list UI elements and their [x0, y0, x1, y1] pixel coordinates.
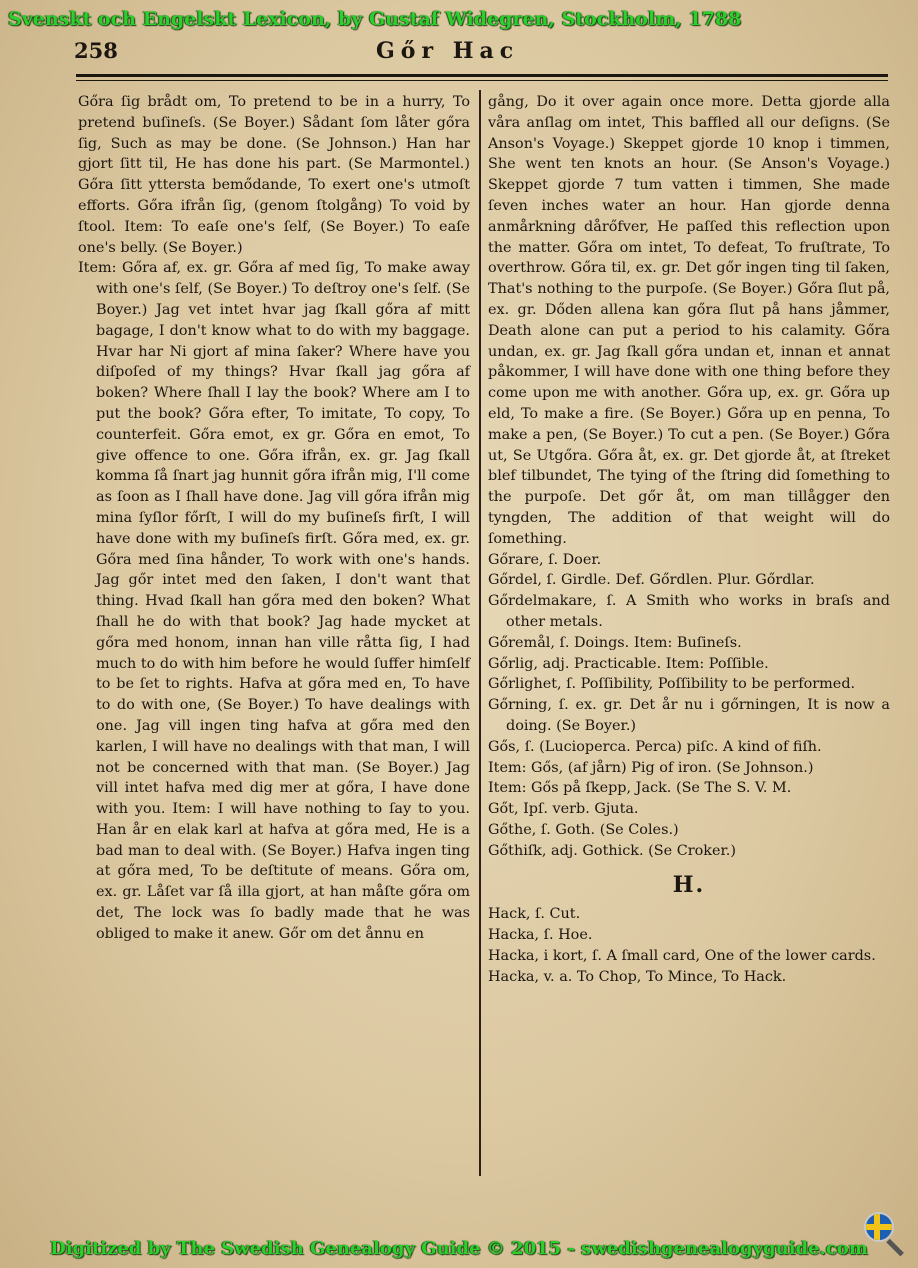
dictionary-entry: Hack, ſ. Cut. [488, 906, 581, 923]
dictionary-entry: Hacka, ſ. Hoe. [488, 927, 593, 944]
column-divider [479, 90, 481, 1176]
header-rule-thick [76, 74, 888, 77]
running-head: Gőr Hac [376, 38, 520, 64]
source-banner: Svenskt och Engelskt Lexicon, by Gustaf Widegren, Stockholm, 1788 [8, 8, 742, 30]
dictionary-entry: Gőthiſk, adj. Gothick. (Se Croker.) [488, 842, 736, 859]
dictionary-entry: Item: Gős på ſkepp, Jack. (Se The S. V. M. [488, 780, 792, 797]
entry-text: Item: Gőra af, ex. gr. Gőra af med ſig, To make away with one's ſelf, (Se Boyer.) To deſtroy one's ſelf. (Se Boyer.) Jag vet intet hvar jag ſkall gőra af mitt bagage, I don't know what to do with my baggage. Hvar har Ni gjort af mina ſaker? Where have you diſpoſed of my things? Hvar ſkall jag gőra af boken? Where ſhall I lay the book? Where am I to put the book? Gőra efter, To imitate, To copy, To counterfeit. Gőra emot, ex gr. Gőra en emot, To give offence to one. Gőra ifrån, ex. gr. Jag ſkall komma ſå ſnart jag hunnit gőra ifrån mig, I'll come as ſoon as I ſhall have done. Jag vill gőra ifrån mig mina ſyſlor főrſt, I will do my buſineſs firſt, I will have done with my buſineſs firſt. Gőra med, ex. gr. Gőra med ſina hånder, To work with one's hands. Jag gőr intet med den ſaken, I don't want that thing. Hvad ſkall han gőra med den boken? What ſhall he do with that book? Jag hade mycket at gőra med honom, innan han ville råtta ſig, I had much to do with him before he would ſuffer himſelf to be ſet to rights. Hafva at gőra med en, To have to do with one, (Se Boyer.) To have dealings with one. Jag vill ingen ting hafva at gőra med den karlen, I will have no dealings with that man, I will not be concerned with that man. (Se Boyer.) Jag vill intet hafva med dig mer at gőra, I have done with you. Item: I will have nothing to ſay to you. Han år en elak karl at hafva at gőra med, He is a bad man to deal with. (Se Boyer.) Hafva ingen ting at gőra med, To be deſtitute of means. Gőra om, ex. gr. Låſet var ſå illa gjort, at han måſte gőra om det, The lock was ſo badly made that he was obliged to make it anew. Gőr om det ånnu en [78, 260, 470, 942]
dictionary-entry: Gőthe, ſ. Goth. (Se Coles.) [488, 821, 679, 838]
dictionary-entry: Gőrdel, ſ. Girdle. Def. Gőrdlen. Plur. Gőrdlar. [488, 572, 815, 589]
page-number: 258 [74, 38, 118, 63]
dictionary-entry: Gőrare, ſ. Doer. [488, 551, 602, 568]
dictionary-entry: Gőrlighet, ſ. Poſſibility, Poſſibility to be performed. [488, 676, 856, 693]
section-heading: H. [672, 872, 706, 899]
dictionary-entry: Hacka, i kort, ſ. A ſmall card, One of the lower cards. [488, 947, 876, 964]
left-column [78, 92, 470, 945]
entry-text: Gőra ſig brådt om, To pretend to be in a hurry, To pretend buſineſs. (Se Boyer.) Sådant ſom låter gőra ſig, Such as may be done. (Se Johnson.) Han har gjort ſitt til, He has done his part. (Se Marmontel.) Gőra ſitt yttersta bemődande, To exert one's utmoſt efforts. Gőra ifrån ſig, (genom ſtolgång) To void by ſtool. Item: To eaſe one's ſelf, (Se Boyer.) To eaſe one's belly. (Se Boyer.) [78, 94, 470, 256]
entry-text: gång, Do it over again once more. Detta gjorde alla våra anſlag om intet, This baffled all our deſigns. (Se Anson's Voyage.) Skeppet gjorde 10 knop i timmen, She went ten knots an hour. (Se Anson's Voyage.) Skeppet gjorde 7 tum vatten i timmen, She made ſeven inches water an hour. Han gjorde denna anmårkning dårőfver, He paſſed this reflection upon the matter. Gőra om intet, To defeat, To fruſtrate, To overthrow. Gőra til, ex. gr. Det gőr ingen ting til ſaken, That's nothing to the purpoſe. (Se Boyer.) Gőra ſlut på, ex. gr. Dőden allena kan gőra ſlut på hans jåmmer, Death alone can put a period to his calamity. Gőra undan, ex. gr. Jag ſkall gőra undan et, innan et annat påkommer, I will have done with one thing before they come upon me with another. Gőra up, ex. gr. Gőra up eld, To make a fire. (Se Boyer.) Gőra up en penna, To make a pen, (Se Boyer.) To cut a pen. (Se Boyer.) Gőra ut, Se Utgőra. Gőra åt, ex. gr. Det gjorde åt, at ſtreket blef tilbundet, The tying of the ſtring did ſomething to the purpoſe. Det gőr åt, om man tillågger den tyngden, The addition of that weight will do ſomething. [488, 94, 890, 547]
page-header [0, 38, 918, 70]
header-rule-thin [76, 80, 888, 81]
dictionary-entry: Gőremål, ſ. Doings. Item: Buſineſs. [488, 634, 742, 651]
dictionary-entry: Gős, ſ. (Lucioperca. Perca) piſc. A kind of fiſh. [488, 738, 822, 755]
dictionary-entry: Gőrdelmakare, ſ. A Smith who works in braſs and other metals. [488, 593, 890, 630]
dictionary-entry: Item: Gős, (af jårn) Pig of iron. (Se Johnson.) [488, 759, 814, 776]
dictionary-entry: Gőrning, ſ. ex. gr. Det år nu i gőrningen, It is now a doing. (Se Boyer.) [488, 697, 890, 734]
dictionary-entry: Gőrlig, adj. Practicable. Item: Poſſible. [488, 655, 769, 672]
digitization-credit: Digitized by The Swedish Genealogy Guide © 2015 - swedishgenealogyguide.com [50, 1238, 868, 1259]
dictionary-entry: Gőt, Ipſ. verb. Gjuta. [488, 801, 639, 818]
dictionary-entry: Hacka, v. a. To Chop, To Mince, To Hack. [488, 968, 787, 985]
right-column [488, 92, 890, 987]
